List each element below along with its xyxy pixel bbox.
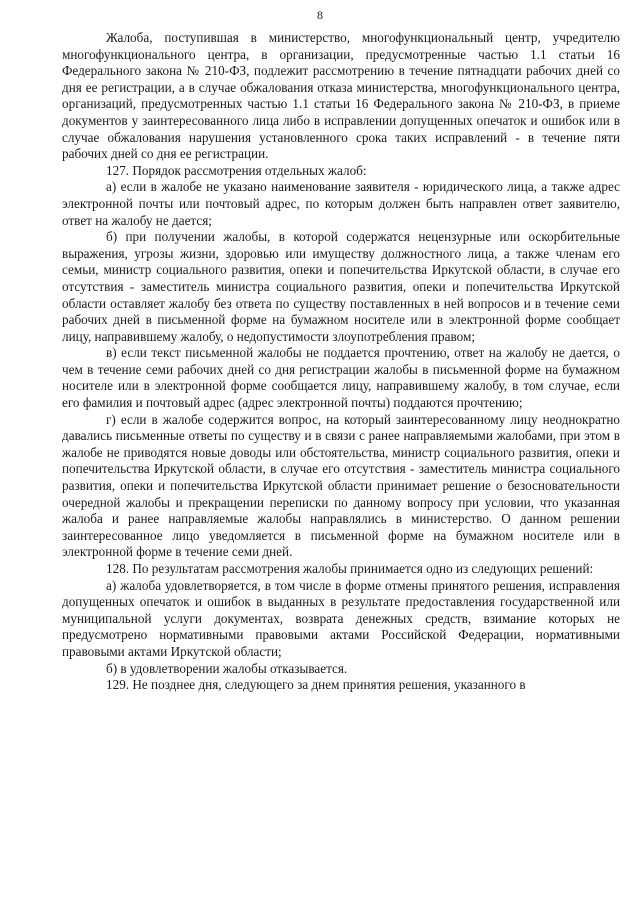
document-body	[62, 30, 620, 694]
paragraph-127-heading: 127. Порядок рассмотрения отдельных жалоб:	[106, 162, 367, 178]
paragraph-complaint-deadline: Жалоба, поступившая в министерство, многофункциональный центр, учредителю многофункционального центра, в организации, предусмотренные частью 1.1 статьи 16 Федерального закона № 210-ФЗ, подлежит рассмотрению в течение пятнадцати рабочих дней со дня ее регистрации, а в случае обжалования отказа министерства, многофункционального центра, организаций, предусмотренных частью 1.1 статьи 16 Федерального закона № 210-ФЗ, в приеме документов у заинтересованного лица либо в исправлении допущенных опечаток и ошибок или в случае обжалования нарушения установленного срока таких исправлений - в течение пяти рабочих дней со дня ее регистрации.	[62, 30, 620, 162]
paragraph-128-b: б) в удовлетворении жалобы отказывается.	[106, 660, 348, 676]
paragraph-128-a: а) жалоба удовлетворяется, в том числе в форме отмены принятого решения, исправления допущенных опечаток и ошибок в выданных в результате предоставления государственной или муниципальной услуги документах, возврата денежных средств, взимание которых не предусмотрено нормативными правовыми актами Российской Федерации, нормативными правовыми актами Иркутской области;	[62, 577, 620, 659]
paragraph-129-start: 129. Не позднее дня, следующего за днем принятия решения, указанного в	[106, 677, 526, 693]
page-number: 8	[317, 8, 323, 22]
paragraph-127-a: а) если в жалобе не указано наименование заявителя - юридического лица, а также адрес электронной почты или почтовый адрес, по которым должен быть направлен ответ заявителю, ответ на жалобу не дается;	[62, 179, 620, 228]
paragraph-127-b: б) при получении жалобы, в которой содержатся нецензурные или оскорбительные выражения, угрозы жизни, здоровью или имуществу должностного лица, а также членам его семьи, министр социального развития, опеки и попечительства Иркутской области, в случае его отсутствия - заместитель министра социального развития, опеки и попечительства Иркутской области оставляет жалобу без ответа по существу поставленных в ней вопросов и в течение семи рабочих дней в письменной форме на бумажном носителе или в электронной форме сообщает лицу, направившему жалобу, о недопустимости злоупотребления правом;	[62, 229, 620, 344]
paragraph-127-v: в) если текст письменной жалобы не поддается прочтению, ответ на жалобу не дается, о чем в течение семи рабочих дней со дня регистрации жалобы в письменной форме на бумажном носителе или в электронной форме сообщается лицу, направившему жалобу, в том случае, если его фамилия и почтовый адрес (адрес электронной почты) поддаются прочтению;	[62, 345, 620, 411]
paragraph-128-heading: 128. По результатам рассмотрения жалобы принимается одно из следующих решений:	[106, 561, 594, 576]
paragraph-127-g: г) если в жалобе содержится вопрос, на который заинтересованному лицу неоднократно давались письменные ответы по существу и в связи с ранее направляемыми жалобами, при этом в жалобе не приводятся новые доводы или обстоятельства, министр социального развития, опеки и попечительства Иркутской области, в случае его отсутствия - заместитель министра социального развития, опеки и попечительства Иркутской области принимает решение о безосновательности очередной жалобы и прекращении переписки по данному вопросу при условии, что указанная жалоба и ранее направляемые жалобы направлялись в министерство. О данном решении заинтересованное лицо уведомляется в письменной форме на бумажном носителе или в электронной форме в течение семи дней.	[62, 411, 620, 560]
